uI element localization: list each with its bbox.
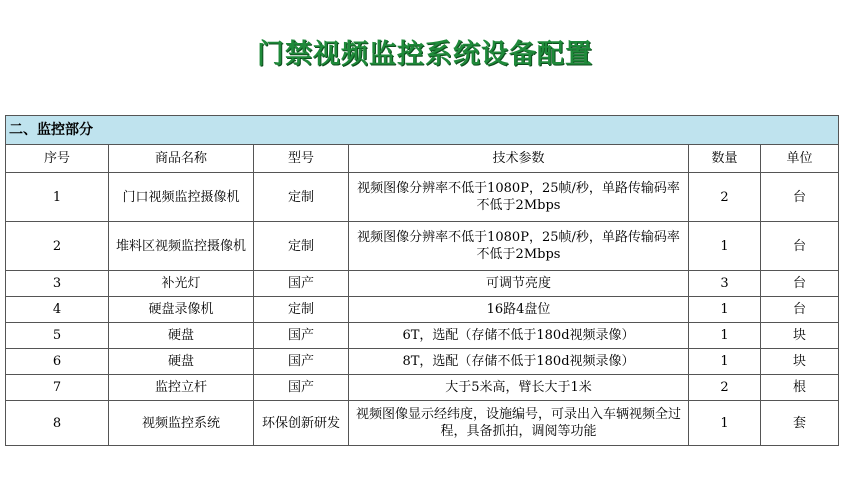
cell-unit: 根 [761,375,839,401]
cell-qty: 1 [689,401,761,446]
col-header-spec: 技术参数 [349,145,689,173]
table-row [6,297,839,323]
cell-unit: 台 [761,222,839,271]
cell-spec: 视频图像分辨率不低于1080P，25帧/秒，单路传输码率不低于2Mbps [349,222,689,271]
cell-qty: 2 [689,173,761,222]
col-header-unit: 单位 [761,145,839,173]
cell-model: 国产 [254,375,349,401]
cell-spec: 16路4盘位 [349,297,689,323]
cell-unit: 块 [761,323,839,349]
col-header-no: 序号 [6,145,109,173]
cell-name: 监控立杆 [109,375,254,401]
cell-spec: 8T，选配（存储不低于180d视频录像） [349,349,689,375]
cell-no: 1 [6,173,109,222]
cell-unit: 块 [761,349,839,375]
cell-name: 硬盘 [109,349,254,375]
cell-model: 定制 [254,173,349,222]
cell-no: 5 [6,323,109,349]
cell-unit: 台 [761,297,839,323]
cell-spec: 大于5米高，臂长大于1米 [349,375,689,401]
cell-spec: 6T，选配（存储不低于180d视频录像） [349,323,689,349]
table-row [6,401,839,446]
table-row [6,323,839,349]
cell-no: 3 [6,271,109,297]
page-title: 门禁视频监控系统设备配置 [257,39,593,70]
section-title: 二、监控部分 [6,116,839,145]
cell-no: 2 [6,222,109,271]
cell-no: 6 [6,349,109,375]
cell-qty: 1 [689,323,761,349]
cell-model: 国产 [254,271,349,297]
cell-model: 国产 [254,323,349,349]
cell-model: 定制 [254,222,349,271]
cell-no: 8 [6,401,109,446]
cell-name: 补光灯 [109,271,254,297]
cell-spec: 视频图像分辨率不低于1080P，25帧/秒，单路传输码率不低于2Mbps [349,173,689,222]
table-row [6,222,839,271]
table-row [6,173,839,222]
cell-unit: 套 [761,401,839,446]
cell-no: 4 [6,297,109,323]
cell-spec: 视频图像显示经纬度，设施编号，可录出入车辆视频全过程，具备抓拍，调阅等功能 [349,401,689,446]
cell-unit: 台 [761,173,839,222]
cell-name: 堆料区视频监控摄像机 [109,222,254,271]
cell-name: 门口视频监控摄像机 [109,173,254,222]
cell-model: 定制 [254,297,349,323]
cell-qty: 1 [689,297,761,323]
cell-name: 视频监控系统 [109,401,254,446]
table-row [6,271,839,297]
cell-name: 硬盘 [109,323,254,349]
cell-name: 硬盘录像机 [109,297,254,323]
header-row [6,145,839,173]
cell-qty: 1 [689,222,761,271]
cell-qty: 2 [689,375,761,401]
table-row [6,375,839,401]
cell-qty: 1 [689,349,761,375]
cell-qty: 3 [689,271,761,297]
section-row [6,116,839,145]
col-header-qty: 数量 [689,145,761,173]
table-row [6,349,839,375]
cell-unit: 台 [761,271,839,297]
equipment-table [5,115,839,446]
col-header-name: 商品名称 [109,145,254,173]
cell-model: 环保创新研发 [254,401,349,446]
cell-no: 7 [6,375,109,401]
col-header-model: 型号 [254,145,349,173]
cell-model: 国产 [254,349,349,375]
cell-spec: 可调节亮度 [349,271,689,297]
